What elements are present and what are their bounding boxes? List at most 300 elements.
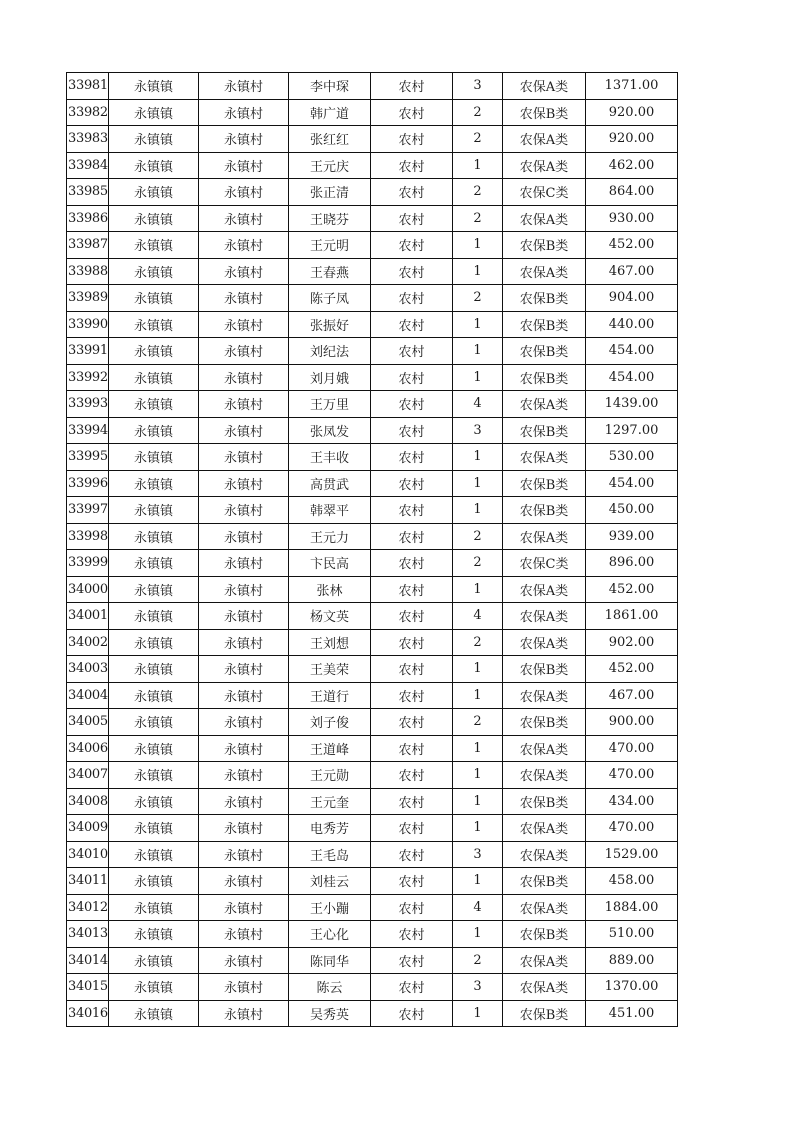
table-row	[67, 179, 678, 206]
cell-count: 1	[453, 497, 503, 524]
cell-area_type: 农村	[371, 550, 453, 577]
cell-name: 王晓芬	[289, 205, 371, 232]
cell-id: 33998	[67, 523, 109, 550]
cell-count: 1	[453, 656, 503, 683]
table-row	[67, 629, 678, 656]
cell-count: 3	[453, 73, 503, 100]
cell-name: 刘桂云	[289, 868, 371, 895]
table-row	[67, 656, 678, 683]
table-row	[67, 868, 678, 895]
cell-area_type: 农村	[371, 391, 453, 418]
cell-town: 永镇镇	[109, 656, 199, 683]
cell-count: 2	[453, 179, 503, 206]
cell-village: 永镇村	[199, 152, 289, 179]
cell-name: 王美荣	[289, 656, 371, 683]
cell-category: 农保B类	[503, 788, 586, 815]
cell-town: 永镇镇	[109, 205, 199, 232]
table-row	[67, 921, 678, 948]
cell-id: 34007	[67, 762, 109, 789]
cell-count: 2	[453, 523, 503, 550]
cell-id: 34008	[67, 788, 109, 815]
cell-town: 永镇镇	[109, 417, 199, 444]
cell-id: 34001	[67, 603, 109, 630]
cell-count: 2	[453, 285, 503, 312]
cell-name: 王元庆	[289, 152, 371, 179]
cell-amount: 470.00	[586, 735, 678, 762]
cell-village: 永镇村	[199, 682, 289, 709]
cell-amount: 920.00	[586, 99, 678, 126]
cell-id: 33994	[67, 417, 109, 444]
cell-town: 永镇镇	[109, 868, 199, 895]
cell-amount: 530.00	[586, 444, 678, 471]
cell-village: 永镇村	[199, 788, 289, 815]
cell-town: 永镇镇	[109, 391, 199, 418]
cell-village: 永镇村	[199, 603, 289, 630]
cell-area_type: 农村	[371, 1000, 453, 1027]
table-row	[67, 497, 678, 524]
cell-name: 李中琛	[289, 73, 371, 100]
cell-village: 永镇村	[199, 947, 289, 974]
cell-id: 34006	[67, 735, 109, 762]
cell-id: 33992	[67, 364, 109, 391]
cell-village: 永镇村	[199, 921, 289, 948]
cell-category: 农保A类	[503, 603, 586, 630]
cell-category: 农保A类	[503, 947, 586, 974]
cell-amount: 1297.00	[586, 417, 678, 444]
cell-category: 农保A类	[503, 205, 586, 232]
cell-village: 永镇村	[199, 550, 289, 577]
cell-name: 王万里	[289, 391, 371, 418]
cell-name: 韩广道	[289, 99, 371, 126]
cell-id: 34014	[67, 947, 109, 974]
cell-village: 永镇村	[199, 285, 289, 312]
cell-id: 34011	[67, 868, 109, 895]
cell-name: 王丰收	[289, 444, 371, 471]
cell-category: 农保B类	[503, 364, 586, 391]
cell-count: 1	[453, 815, 503, 842]
table-row	[67, 470, 678, 497]
cell-id: 34003	[67, 656, 109, 683]
cell-name: 王元勋	[289, 762, 371, 789]
table-row	[67, 1000, 678, 1027]
cell-category: 农保B类	[503, 417, 586, 444]
cell-amount: 896.00	[586, 550, 678, 577]
cell-town: 永镇镇	[109, 364, 199, 391]
cell-id: 34005	[67, 709, 109, 736]
cell-village: 永镇村	[199, 576, 289, 603]
table-row	[67, 232, 678, 259]
cell-amount: 904.00	[586, 285, 678, 312]
cell-town: 永镇镇	[109, 550, 199, 577]
table-row	[67, 285, 678, 312]
cell-village: 永镇村	[199, 179, 289, 206]
cell-amount: 458.00	[586, 868, 678, 895]
cell-category: 农保A类	[503, 682, 586, 709]
cell-amount: 939.00	[586, 523, 678, 550]
cell-name: 刘子俊	[289, 709, 371, 736]
cell-count: 4	[453, 894, 503, 921]
cell-id: 33981	[67, 73, 109, 100]
cell-town: 永镇镇	[109, 73, 199, 100]
cell-category: 农保A类	[503, 73, 586, 100]
cell-area_type: 农村	[371, 921, 453, 948]
cell-village: 永镇村	[199, 815, 289, 842]
table-row	[67, 550, 678, 577]
cell-count: 2	[453, 99, 503, 126]
cell-id: 33983	[67, 126, 109, 153]
cell-count: 2	[453, 205, 503, 232]
table-row	[67, 947, 678, 974]
cell-village: 永镇村	[199, 735, 289, 762]
cell-category: 农保C类	[503, 550, 586, 577]
cell-village: 永镇村	[199, 656, 289, 683]
cell-count: 1	[453, 311, 503, 338]
cell-name: 杨文英	[289, 603, 371, 630]
cell-town: 永镇镇	[109, 709, 199, 736]
cell-area_type: 农村	[371, 735, 453, 762]
cell-name: 张红红	[289, 126, 371, 153]
cell-id: 33999	[67, 550, 109, 577]
cell-area_type: 农村	[371, 682, 453, 709]
table-body	[67, 73, 678, 1027]
cell-count: 4	[453, 603, 503, 630]
cell-category: 农保A类	[503, 576, 586, 603]
cell-name: 电秀芳	[289, 815, 371, 842]
cell-amount: 454.00	[586, 364, 678, 391]
cell-id: 33996	[67, 470, 109, 497]
cell-category: 农保B类	[503, 709, 586, 736]
table-row	[67, 444, 678, 471]
cell-category: 农保B类	[503, 656, 586, 683]
cell-name: 刘纪法	[289, 338, 371, 365]
cell-village: 永镇村	[199, 709, 289, 736]
cell-category: 农保A类	[503, 974, 586, 1001]
cell-village: 永镇村	[199, 391, 289, 418]
cell-id: 33988	[67, 258, 109, 285]
table-row	[67, 788, 678, 815]
cell-town: 永镇镇	[109, 947, 199, 974]
cell-amount: 467.00	[586, 258, 678, 285]
cell-area_type: 农村	[371, 99, 453, 126]
cell-amount: 452.00	[586, 232, 678, 259]
cell-count: 2	[453, 550, 503, 577]
cell-category: 农保A类	[503, 735, 586, 762]
cell-category: 农保A类	[503, 126, 586, 153]
table-row	[67, 417, 678, 444]
cell-amount: 450.00	[586, 497, 678, 524]
cell-amount: 1439.00	[586, 391, 678, 418]
cell-area_type: 农村	[371, 815, 453, 842]
cell-name: 王元明	[289, 232, 371, 259]
cell-area_type: 农村	[371, 841, 453, 868]
cell-count: 1	[453, 364, 503, 391]
cell-town: 永镇镇	[109, 126, 199, 153]
cell-village: 永镇村	[199, 205, 289, 232]
cell-id: 33985	[67, 179, 109, 206]
cell-category: 农保A类	[503, 391, 586, 418]
cell-area_type: 农村	[371, 126, 453, 153]
table-row	[67, 603, 678, 630]
cell-name: 张振好	[289, 311, 371, 338]
cell-id: 33989	[67, 285, 109, 312]
cell-town: 永镇镇	[109, 285, 199, 312]
table-row	[67, 841, 678, 868]
cell-id: 34000	[67, 576, 109, 603]
cell-id: 34004	[67, 682, 109, 709]
cell-area_type: 农村	[371, 152, 453, 179]
cell-count: 3	[453, 417, 503, 444]
insurance-roster-table	[66, 72, 678, 1027]
cell-area_type: 农村	[371, 338, 453, 365]
cell-area_type: 农村	[371, 788, 453, 815]
table-row	[67, 576, 678, 603]
cell-id: 34010	[67, 841, 109, 868]
cell-town: 永镇镇	[109, 179, 199, 206]
cell-area_type: 农村	[371, 73, 453, 100]
cell-name: 张林	[289, 576, 371, 603]
cell-name: 陈云	[289, 974, 371, 1001]
cell-count: 1	[453, 788, 503, 815]
table-row	[67, 391, 678, 418]
cell-name: 王刘想	[289, 629, 371, 656]
cell-amount: 452.00	[586, 576, 678, 603]
cell-category: 农保B类	[503, 868, 586, 895]
cell-amount: 1370.00	[586, 974, 678, 1001]
table-row	[67, 709, 678, 736]
cell-village: 永镇村	[199, 417, 289, 444]
cell-count: 3	[453, 974, 503, 1001]
cell-area_type: 农村	[371, 232, 453, 259]
cell-count: 1	[453, 576, 503, 603]
cell-category: 农保B类	[503, 285, 586, 312]
cell-area_type: 农村	[371, 364, 453, 391]
cell-category: 农保A类	[503, 894, 586, 921]
cell-category: 农保B类	[503, 921, 586, 948]
cell-town: 永镇镇	[109, 762, 199, 789]
cell-count: 4	[453, 391, 503, 418]
cell-id: 33986	[67, 205, 109, 232]
cell-category: 农保A类	[503, 841, 586, 868]
cell-village: 永镇村	[199, 762, 289, 789]
cell-amount: 440.00	[586, 311, 678, 338]
cell-town: 永镇镇	[109, 894, 199, 921]
cell-amount: 434.00	[586, 788, 678, 815]
cell-town: 永镇镇	[109, 444, 199, 471]
cell-village: 永镇村	[199, 1000, 289, 1027]
cell-category: 农保A类	[503, 815, 586, 842]
cell-town: 永镇镇	[109, 841, 199, 868]
cell-name: 王小蹦	[289, 894, 371, 921]
table-row	[67, 735, 678, 762]
cell-category: 农保A类	[503, 762, 586, 789]
cell-name: 高贯武	[289, 470, 371, 497]
cell-name: 王春燕	[289, 258, 371, 285]
cell-village: 永镇村	[199, 894, 289, 921]
cell-name: 王元奎	[289, 788, 371, 815]
cell-town: 永镇镇	[109, 258, 199, 285]
cell-category: 农保A类	[503, 444, 586, 471]
cell-amount: 889.00	[586, 947, 678, 974]
cell-count: 1	[453, 258, 503, 285]
cell-id: 33982	[67, 99, 109, 126]
cell-count: 1	[453, 921, 503, 948]
cell-village: 永镇村	[199, 126, 289, 153]
cell-id: 33995	[67, 444, 109, 471]
cell-area_type: 农村	[371, 523, 453, 550]
table-row	[67, 311, 678, 338]
cell-amount: 451.00	[586, 1000, 678, 1027]
cell-town: 永镇镇	[109, 629, 199, 656]
cell-name: 张正清	[289, 179, 371, 206]
cell-amount: 467.00	[586, 682, 678, 709]
cell-area_type: 农村	[371, 444, 453, 471]
cell-category: 农保B类	[503, 311, 586, 338]
cell-town: 永镇镇	[109, 152, 199, 179]
table-row	[67, 682, 678, 709]
cell-amount: 1529.00	[586, 841, 678, 868]
cell-count: 1	[453, 1000, 503, 1027]
cell-category: 农保B类	[503, 338, 586, 365]
cell-count: 1	[453, 868, 503, 895]
cell-count: 2	[453, 629, 503, 656]
cell-id: 34015	[67, 974, 109, 1001]
cell-name: 陈同华	[289, 947, 371, 974]
cell-amount: 1884.00	[586, 894, 678, 921]
cell-village: 永镇村	[199, 868, 289, 895]
cell-count: 2	[453, 947, 503, 974]
cell-town: 永镇镇	[109, 974, 199, 1001]
cell-category: 农保A类	[503, 523, 586, 550]
cell-area_type: 农村	[371, 285, 453, 312]
cell-category: 农保A类	[503, 258, 586, 285]
cell-area_type: 农村	[371, 311, 453, 338]
cell-amount: 470.00	[586, 815, 678, 842]
cell-amount: 454.00	[586, 338, 678, 365]
cell-village: 永镇村	[199, 841, 289, 868]
cell-amount: 454.00	[586, 470, 678, 497]
cell-name: 王毛岛	[289, 841, 371, 868]
cell-area_type: 农村	[371, 470, 453, 497]
cell-village: 永镇村	[199, 523, 289, 550]
cell-name: 张凤发	[289, 417, 371, 444]
cell-name: 卞民高	[289, 550, 371, 577]
table-row	[67, 73, 678, 100]
cell-id: 34012	[67, 894, 109, 921]
cell-town: 永镇镇	[109, 682, 199, 709]
cell-town: 永镇镇	[109, 603, 199, 630]
cell-village: 永镇村	[199, 444, 289, 471]
cell-village: 永镇村	[199, 470, 289, 497]
cell-id: 34002	[67, 629, 109, 656]
cell-name: 王元力	[289, 523, 371, 550]
cell-amount: 470.00	[586, 762, 678, 789]
cell-count: 2	[453, 709, 503, 736]
table-row	[67, 364, 678, 391]
cell-town: 永镇镇	[109, 788, 199, 815]
cell-count: 1	[453, 735, 503, 762]
cell-id: 34009	[67, 815, 109, 842]
cell-town: 永镇镇	[109, 576, 199, 603]
cell-name: 刘月娥	[289, 364, 371, 391]
cell-area_type: 农村	[371, 762, 453, 789]
table-row	[67, 894, 678, 921]
cell-category: 农保A类	[503, 152, 586, 179]
cell-area_type: 农村	[371, 947, 453, 974]
cell-area_type: 农村	[371, 894, 453, 921]
cell-count: 1	[453, 338, 503, 365]
cell-town: 永镇镇	[109, 815, 199, 842]
cell-village: 永镇村	[199, 311, 289, 338]
cell-town: 永镇镇	[109, 523, 199, 550]
cell-village: 永镇村	[199, 364, 289, 391]
table-row	[67, 338, 678, 365]
cell-village: 永镇村	[199, 99, 289, 126]
cell-village: 永镇村	[199, 338, 289, 365]
cell-village: 永镇村	[199, 974, 289, 1001]
cell-category: 农保B类	[503, 497, 586, 524]
cell-id: 33990	[67, 311, 109, 338]
cell-town: 永镇镇	[109, 338, 199, 365]
table-row	[67, 974, 678, 1001]
cell-town: 永镇镇	[109, 99, 199, 126]
cell-area_type: 农村	[371, 868, 453, 895]
cell-town: 永镇镇	[109, 470, 199, 497]
cell-area_type: 农村	[371, 656, 453, 683]
cell-count: 1	[453, 762, 503, 789]
cell-category: 农保B类	[503, 1000, 586, 1027]
cell-area_type: 农村	[371, 417, 453, 444]
cell-area_type: 农村	[371, 603, 453, 630]
cell-village: 永镇村	[199, 258, 289, 285]
cell-amount: 462.00	[586, 152, 678, 179]
cell-count: 1	[453, 232, 503, 259]
cell-town: 永镇镇	[109, 232, 199, 259]
table-row	[67, 99, 678, 126]
cell-amount: 510.00	[586, 921, 678, 948]
cell-area_type: 农村	[371, 974, 453, 1001]
table-row	[67, 126, 678, 153]
table-row	[67, 762, 678, 789]
cell-name: 王道峰	[289, 735, 371, 762]
cell-category: 农保C类	[503, 179, 586, 206]
cell-id: 34016	[67, 1000, 109, 1027]
cell-amount: 920.00	[586, 126, 678, 153]
cell-area_type: 农村	[371, 709, 453, 736]
cell-count: 1	[453, 682, 503, 709]
cell-name: 王心化	[289, 921, 371, 948]
cell-area_type: 农村	[371, 205, 453, 232]
table-row	[67, 205, 678, 232]
cell-count: 1	[453, 470, 503, 497]
cell-amount: 1861.00	[586, 603, 678, 630]
cell-area_type: 农村	[371, 497, 453, 524]
cell-amount: 930.00	[586, 205, 678, 232]
cell-town: 永镇镇	[109, 1000, 199, 1027]
cell-count: 1	[453, 152, 503, 179]
cell-town: 永镇镇	[109, 497, 199, 524]
cell-category: 农保B类	[503, 99, 586, 126]
cell-village: 永镇村	[199, 497, 289, 524]
cell-amount: 902.00	[586, 629, 678, 656]
cell-area_type: 农村	[371, 258, 453, 285]
cell-name: 吴秀英	[289, 1000, 371, 1027]
cell-amount: 900.00	[586, 709, 678, 736]
table-row	[67, 523, 678, 550]
cell-count: 1	[453, 444, 503, 471]
table-row	[67, 258, 678, 285]
cell-id: 33984	[67, 152, 109, 179]
cell-amount: 864.00	[586, 179, 678, 206]
